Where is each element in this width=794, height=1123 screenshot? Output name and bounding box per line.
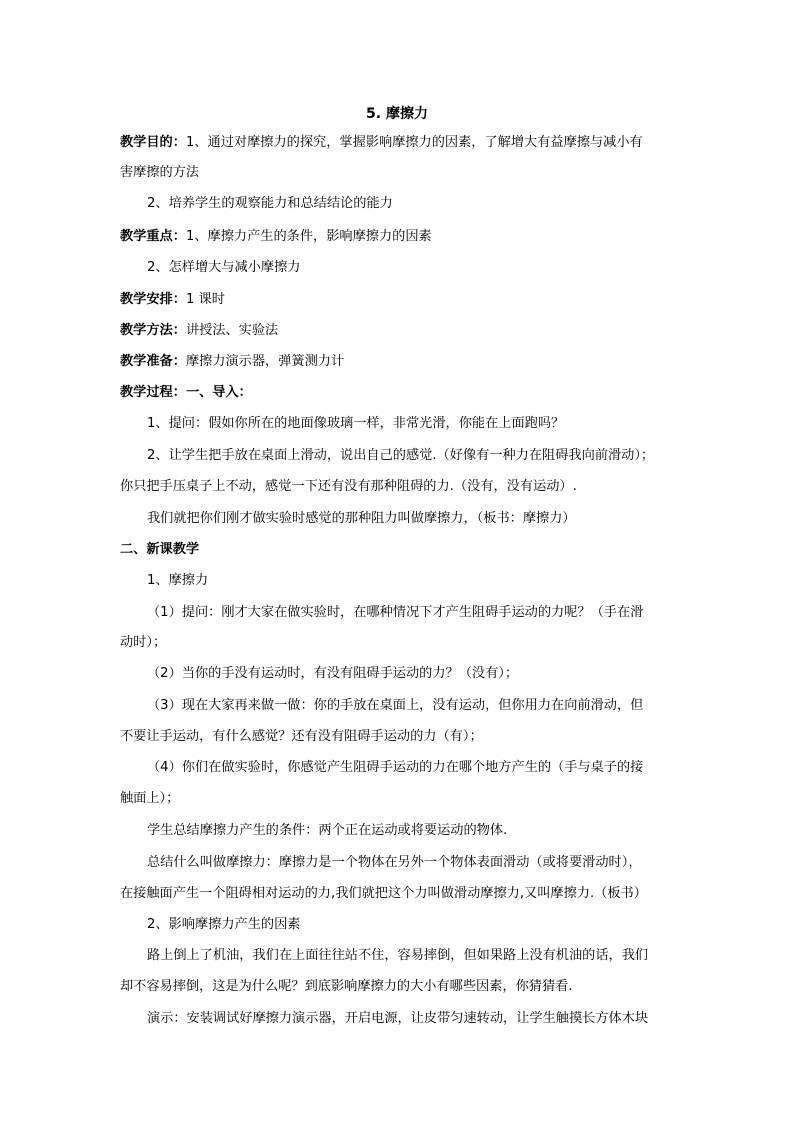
factors-subheading: 2、影响摩擦力产生的因素 <box>147 917 301 932</box>
preparation-label: 教学准备： <box>120 354 186 369</box>
process-line <box>120 384 252 402</box>
preparation-line <box>120 353 344 371</box>
question-1-line-2: 动时）； <box>120 635 167 650</box>
schedule-line <box>120 291 225 309</box>
objective-label: 教学目的： <box>120 135 186 150</box>
friction-subheading: 1、摩擦力 <box>147 573 209 588</box>
factors-paragraph-line-2: 却不容易摔倒，这是为什么呢？到底影响摩擦力的大小有哪些因素，你猜猜看. <box>120 979 573 994</box>
intro-question-line: 1、提问：假如你所在的地面像玻璃一样，非常光滑，你能在上面跑吗？ <box>147 416 565 431</box>
definition-line-2: 在接触面产生一个阻碍相对运动的力,我们就把这个力叫做滑动摩擦力,又叫摩擦力.（板书） <box>120 886 647 901</box>
intro-activity-line-1: 2、让学生把手放在桌面上滑动，说出自己的感觉.（好像有一种力在阻碍我向前滑动）； <box>147 448 655 463</box>
focus-line-2: 2、怎样增大与减小摩擦力 <box>147 260 301 275</box>
question-2-line: （2）当你的手没有运动时，有没有阻碍手运动的力？（没有）； <box>147 666 519 681</box>
intro-activity-line-2: 你只把手压桌子上不动，感觉一下还有没有那种阻碍的力.（没有，没有运动）. <box>120 479 577 494</box>
question-3-line-2: 不要让手运动，有什么感觉？还有没有阻碍手运动的力（有）； <box>120 729 483 744</box>
condition-summary-line: 学生总结摩擦力产生的条件：两个正在运动或将要运动的物体. <box>147 823 508 838</box>
intro-summary-line: 我们就把你们刚才做实验时感觉的那种阻力叫做摩擦力，（板书：摩擦力） <box>147 511 576 526</box>
method-label: 教学方法： <box>120 323 186 338</box>
question-4-line-1: （4）你们在做实验时，你感觉产生阻碍手运动的力在哪个地方产生的（手与桌子的接 <box>147 760 644 775</box>
focus-text-1: 1、摩擦力产生的条件，影响摩擦力的因素 <box>185 229 432 244</box>
question-4-line-2: 触面上）； <box>120 791 180 806</box>
schedule-label: 教学安排： <box>120 292 186 307</box>
demo-line: 演示：安装调试好摩擦力演示器，开启电源，让皮带匀速转动，让学生触摸长方体木块 <box>147 1011 649 1026</box>
question-1-line-1: （1）提问：刚才大家在做实验时，在哪种情况下才产生阻碍手运动的力呢？（手在滑 <box>147 605 644 620</box>
objective-line-3: 2、培养学生的观察能力和总结结论的能力 <box>147 196 393 211</box>
focus-line-1 <box>120 228 432 246</box>
objective-text-1: 1、通过对摩擦力的探究，掌握影响摩擦力的因素，了解增大有益摩擦与减小有 <box>185 135 643 150</box>
focus-label: 教学重点： <box>120 229 186 244</box>
factors-paragraph-line-1: 路上倒上了机油，我们在上面往往站不住，容易摔倒，但如果路上没有机油的话，我们 <box>147 948 649 963</box>
schedule-text: 1 课时 <box>185 292 225 307</box>
page-title: 5. 摩擦力 <box>366 106 428 122</box>
process-label: 教学过程： <box>120 385 186 400</box>
method-line <box>120 322 278 340</box>
process-heading: 一、导入： <box>185 385 252 400</box>
method-text: 讲授法、实验法 <box>185 323 279 338</box>
objective-line-1 <box>120 134 643 152</box>
new-lesson-heading: 二、新课教学 <box>120 542 200 557</box>
preparation-text: 摩擦力演示器，弹簧测力计 <box>185 354 345 369</box>
question-3-line-1: （3）现在大家再来做一做：你的手放在桌面上，没有运动，但你用力在向前滑动，但 <box>147 698 644 713</box>
objective-line-2: 害摩擦的方法 <box>120 165 200 180</box>
definition-line-1: 总结什么叫做摩擦力：摩擦力是一个物体在另外一个物体表面滑动（或将要滑动时）， <box>147 855 642 870</box>
